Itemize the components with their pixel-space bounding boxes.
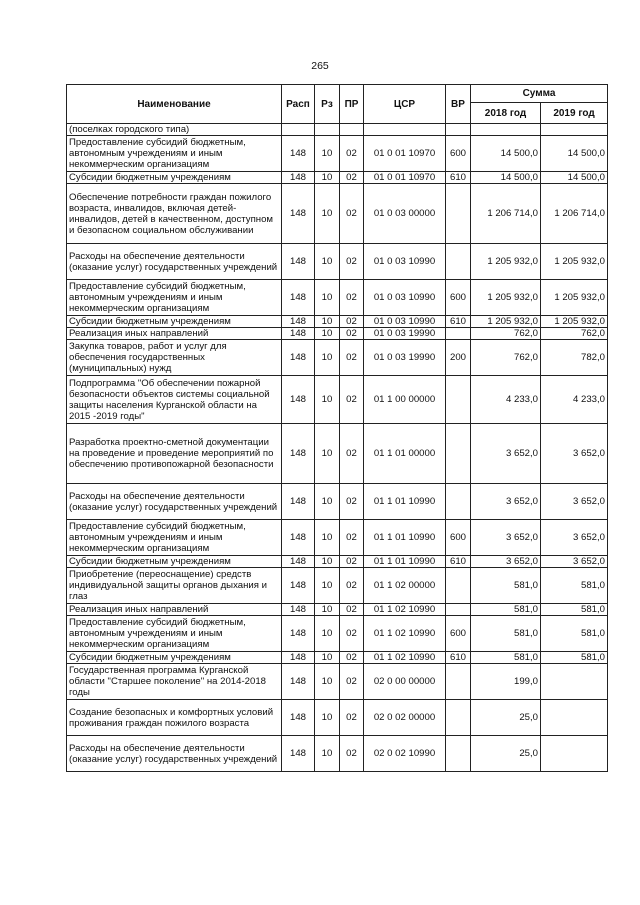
cell-2018: 25,0 — [471, 700, 541, 736]
cell-name: Предоставление субсидий бюджетным, автономным учреждениям и иным некоммерческим организациям — [67, 280, 282, 316]
cell-2018: 3 652,0 — [471, 556, 541, 568]
header-rasp: Расп — [282, 85, 315, 124]
cell-name: Обеспечение потребности граждан пожилого возраста, инвалидов, включая детей-инвалидов, детей в качественном, доступном и безопасном социальном обслуживании — [67, 184, 282, 244]
cell-2019: 1 205 932,0 — [541, 316, 608, 328]
cell-csr: 01 0 03 10990 — [364, 316, 446, 328]
cell-pr: 02 — [340, 520, 364, 556]
cell-csr — [364, 124, 446, 136]
table-row — [67, 124, 608, 136]
cell-rasp: 148 — [282, 172, 315, 184]
cell-rasp: 148 — [282, 484, 315, 520]
budget-table — [66, 84, 608, 772]
cell-name: Субсидии бюджетным учреждениям — [67, 652, 282, 664]
cell-csr: 02 0 02 10990 — [364, 736, 446, 772]
cell-2018: 581,0 — [471, 616, 541, 652]
cell-2018: 581,0 — [471, 604, 541, 616]
cell-2019: 581,0 — [541, 616, 608, 652]
table-row — [67, 736, 608, 772]
cell-csr: 02 0 02 00000 — [364, 700, 446, 736]
cell-2019 — [541, 664, 608, 700]
cell-2018: 14 500,0 — [471, 136, 541, 172]
cell-rasp: 148 — [282, 136, 315, 172]
cell-csr: 02 0 00 00000 — [364, 664, 446, 700]
cell-csr: 01 1 02 10990 — [364, 604, 446, 616]
cell-rz: 10 — [315, 484, 340, 520]
table-row — [67, 556, 608, 568]
table-row — [67, 484, 608, 520]
cell-2018: 3 652,0 — [471, 520, 541, 556]
cell-2018: 4 233,0 — [471, 376, 541, 424]
table-row — [67, 316, 608, 328]
table-row — [67, 184, 608, 244]
cell-csr: 01 1 00 00000 — [364, 376, 446, 424]
cell-rz: 10 — [315, 328, 340, 340]
table-row — [67, 700, 608, 736]
cell-pr: 02 — [340, 172, 364, 184]
cell-name: Расходы на обеспечение деятельности (оказание услуг) государственных учреждений — [67, 484, 282, 520]
cell-pr: 02 — [340, 328, 364, 340]
header-row — [67, 85, 608, 103]
table-row — [67, 664, 608, 700]
cell-pr: 02 — [340, 244, 364, 280]
cell-rz: 10 — [315, 604, 340, 616]
cell-pr: 02 — [340, 568, 364, 604]
cell-rz: 10 — [315, 616, 340, 652]
cell-pr: 02 — [340, 184, 364, 244]
cell-csr: 01 0 03 19990 — [364, 340, 446, 376]
table-row — [67, 604, 608, 616]
cell-vr: 610 — [446, 172, 471, 184]
cell-vr — [446, 484, 471, 520]
table-body — [67, 124, 608, 772]
header-name: Наименование — [67, 85, 282, 124]
cell-name: Субсидии бюджетным учреждениям — [67, 172, 282, 184]
cell-csr: 01 1 01 10990 — [364, 556, 446, 568]
cell-vr: 610 — [446, 556, 471, 568]
cell-2019 — [541, 736, 608, 772]
header-pr: ПР — [340, 85, 364, 124]
cell-name: Разработка проектно-сметной документации на проведение и проведение мероприятий по обеспечению противопожарной безопасности — [67, 424, 282, 484]
cell-csr: 01 0 01 10970 — [364, 172, 446, 184]
cell-2019: 1 205 932,0 — [541, 280, 608, 316]
cell-vr — [446, 568, 471, 604]
cell-vr — [446, 700, 471, 736]
cell-vr — [446, 376, 471, 424]
cell-vr: 600 — [446, 136, 471, 172]
cell-rasp: 148 — [282, 376, 315, 424]
cell-pr: 02 — [340, 700, 364, 736]
cell-rasp: 148 — [282, 316, 315, 328]
cell-rz: 10 — [315, 700, 340, 736]
cell-2019: 14 500,0 — [541, 172, 608, 184]
cell-2018: 25,0 — [471, 736, 541, 772]
cell-name: Реализация иных направлений — [67, 328, 282, 340]
cell-rasp: 148 — [282, 244, 315, 280]
cell-vr — [446, 328, 471, 340]
cell-2019: 1 206 714,0 — [541, 184, 608, 244]
cell-csr: 01 1 02 10990 — [364, 652, 446, 664]
cell-vr — [446, 736, 471, 772]
table-row — [67, 568, 608, 604]
table-row — [67, 328, 608, 340]
cell-name: (поселках городского типа) — [67, 124, 282, 136]
cell-vr — [446, 244, 471, 280]
cell-2019: 581,0 — [541, 604, 608, 616]
cell-rz: 10 — [315, 652, 340, 664]
cell-csr: 01 1 01 00000 — [364, 424, 446, 484]
cell-vr — [446, 424, 471, 484]
header-csr: ЦСР — [364, 85, 446, 124]
cell-2019: 782,0 — [541, 340, 608, 376]
cell-rasp: 148 — [282, 520, 315, 556]
cell-csr: 01 1 01 10990 — [364, 520, 446, 556]
cell-2018: 762,0 — [471, 340, 541, 376]
cell-rasp: 148 — [282, 664, 315, 700]
cell-2019 — [541, 700, 608, 736]
table-row — [67, 136, 608, 172]
cell-pr: 02 — [340, 316, 364, 328]
cell-2018: 14 500,0 — [471, 172, 541, 184]
cell-name: Расходы на обеспечение деятельности (оказание услуг) государственных учреждений — [67, 736, 282, 772]
cell-pr: 02 — [340, 340, 364, 376]
cell-name: Субсидии бюджетным учреждениям — [67, 556, 282, 568]
cell-pr: 02 — [340, 556, 364, 568]
cell-rz: 10 — [315, 244, 340, 280]
page-number: 265 — [311, 60, 329, 72]
cell-rasp: 148 — [282, 184, 315, 244]
table-row — [67, 652, 608, 664]
cell-2019: 3 652,0 — [541, 424, 608, 484]
cell-vr: 200 — [446, 340, 471, 376]
cell-csr: 01 1 01 10990 — [364, 484, 446, 520]
table-row — [67, 520, 608, 556]
table-row — [67, 172, 608, 184]
cell-2019: 14 500,0 — [541, 136, 608, 172]
cell-name: Предоставление субсидий бюджетным, автономным учреждениям и иным некоммерческим организациям — [67, 520, 282, 556]
cell-2019: 762,0 — [541, 328, 608, 340]
cell-rasp: 148 — [282, 424, 315, 484]
cell-2019: 3 652,0 — [541, 556, 608, 568]
header-vr: ВР — [446, 85, 471, 124]
cell-2018: 1 205 932,0 — [471, 244, 541, 280]
cell-rasp: 148 — [282, 328, 315, 340]
cell-2018 — [471, 124, 541, 136]
cell-rz: 10 — [315, 376, 340, 424]
cell-rz: 10 — [315, 736, 340, 772]
cell-2018: 1 206 714,0 — [471, 184, 541, 244]
cell-name: Субсидии бюджетным учреждениям — [67, 316, 282, 328]
cell-vr: 610 — [446, 316, 471, 328]
cell-rz: 10 — [315, 340, 340, 376]
table-row — [67, 616, 608, 652]
cell-rasp: 148 — [282, 556, 315, 568]
cell-pr: 02 — [340, 376, 364, 424]
cell-rasp: 148 — [282, 652, 315, 664]
cell-2019: 581,0 — [541, 652, 608, 664]
table-row — [67, 340, 608, 376]
cell-rz: 10 — [315, 568, 340, 604]
cell-pr: 02 — [340, 736, 364, 772]
cell-pr: 02 — [340, 280, 364, 316]
cell-rz: 10 — [315, 136, 340, 172]
cell-vr — [446, 604, 471, 616]
cell-name: Реализация иных направлений — [67, 604, 282, 616]
cell-vr — [446, 184, 471, 244]
cell-rz: 10 — [315, 280, 340, 316]
cell-2018: 581,0 — [471, 568, 541, 604]
cell-csr: 01 0 03 10990 — [364, 244, 446, 280]
cell-2018: 581,0 — [471, 652, 541, 664]
cell-rz: 10 — [315, 184, 340, 244]
cell-name: Подпрограмма "Об обеспечении пожарной безопасности объектов системы социальной защиты населения Курганской области на 2015 -2019 годы" — [67, 376, 282, 424]
cell-name: Расходы на обеспечение деятельности (оказание услуг) государственных учреждений — [67, 244, 282, 280]
cell-name: Предоставление субсидий бюджетным, автономным учреждениям и иным некоммерческим организациям — [67, 616, 282, 652]
cell-2019: 1 205 932,0 — [541, 244, 608, 280]
header-sum: Сумма — [471, 85, 608, 103]
cell-csr: 01 0 01 10970 — [364, 136, 446, 172]
cell-vr — [446, 664, 471, 700]
cell-csr: 01 0 03 10990 — [364, 280, 446, 316]
cell-rz: 10 — [315, 664, 340, 700]
cell-pr: 02 — [340, 616, 364, 652]
cell-2018: 1 205 932,0 — [471, 280, 541, 316]
cell-pr: 02 — [340, 604, 364, 616]
cell-pr: 02 — [340, 664, 364, 700]
cell-2019 — [541, 124, 608, 136]
cell-pr: 02 — [340, 424, 364, 484]
cell-rasp: 148 — [282, 280, 315, 316]
cell-pr: 02 — [340, 484, 364, 520]
cell-rz — [315, 124, 340, 136]
cell-2018: 1 205 932,0 — [471, 316, 541, 328]
cell-pr: 02 — [340, 652, 364, 664]
cell-2019: 3 652,0 — [541, 484, 608, 520]
cell-2018: 199,0 — [471, 664, 541, 700]
cell-rasp — [282, 124, 315, 136]
cell-csr: 01 1 02 00000 — [364, 568, 446, 604]
header-rz: Рз — [315, 85, 340, 124]
cell-vr: 610 — [446, 652, 471, 664]
cell-2019: 581,0 — [541, 568, 608, 604]
cell-name: Закупка товаров, работ и услуг для обеспечения государственных (муниципальных) нужд — [67, 340, 282, 376]
cell-rasp: 148 — [282, 700, 315, 736]
cell-rz: 10 — [315, 556, 340, 568]
cell-rz: 10 — [315, 424, 340, 484]
table-row — [67, 280, 608, 316]
cell-csr: 01 0 03 19990 — [364, 328, 446, 340]
cell-csr: 01 0 03 00000 — [364, 184, 446, 244]
cell-rasp: 148 — [282, 736, 315, 772]
cell-name: Государственная программа Курганской области "Старшее поколение" на 2014-2018 годы — [67, 664, 282, 700]
header-year-2018: 2018 год — [471, 103, 541, 124]
cell-vr: 600 — [446, 616, 471, 652]
table-row — [67, 244, 608, 280]
header-year-2019: 2019 год — [541, 103, 608, 124]
table-row — [67, 376, 608, 424]
cell-rz: 10 — [315, 316, 340, 328]
cell-2018: 762,0 — [471, 328, 541, 340]
cell-rasp: 148 — [282, 568, 315, 604]
cell-name: Создание безопасных и комфортных условий проживания граждан пожилого возраста — [67, 700, 282, 736]
cell-2019: 3 652,0 — [541, 520, 608, 556]
cell-2019: 4 233,0 — [541, 376, 608, 424]
table-row — [67, 424, 608, 484]
cell-rz: 10 — [315, 520, 340, 556]
cell-name: Предоставление субсидий бюджетным, автономным учреждениям и иным некоммерческим организациям — [67, 136, 282, 172]
cell-2018: 3 652,0 — [471, 484, 541, 520]
cell-vr — [446, 124, 471, 136]
cell-rasp: 148 — [282, 604, 315, 616]
cell-rasp: 148 — [282, 340, 315, 376]
cell-rasp: 148 — [282, 616, 315, 652]
cell-2018: 3 652,0 — [471, 424, 541, 484]
cell-vr: 600 — [446, 520, 471, 556]
cell-rz: 10 — [315, 172, 340, 184]
cell-name: Приобретение (переоснащение) средств индивидуальной защиты органов дыхания и глаз — [67, 568, 282, 604]
cell-vr: 600 — [446, 280, 471, 316]
cell-csr: 01 1 02 10990 — [364, 616, 446, 652]
cell-pr: 02 — [340, 136, 364, 172]
cell-pr — [340, 124, 364, 136]
